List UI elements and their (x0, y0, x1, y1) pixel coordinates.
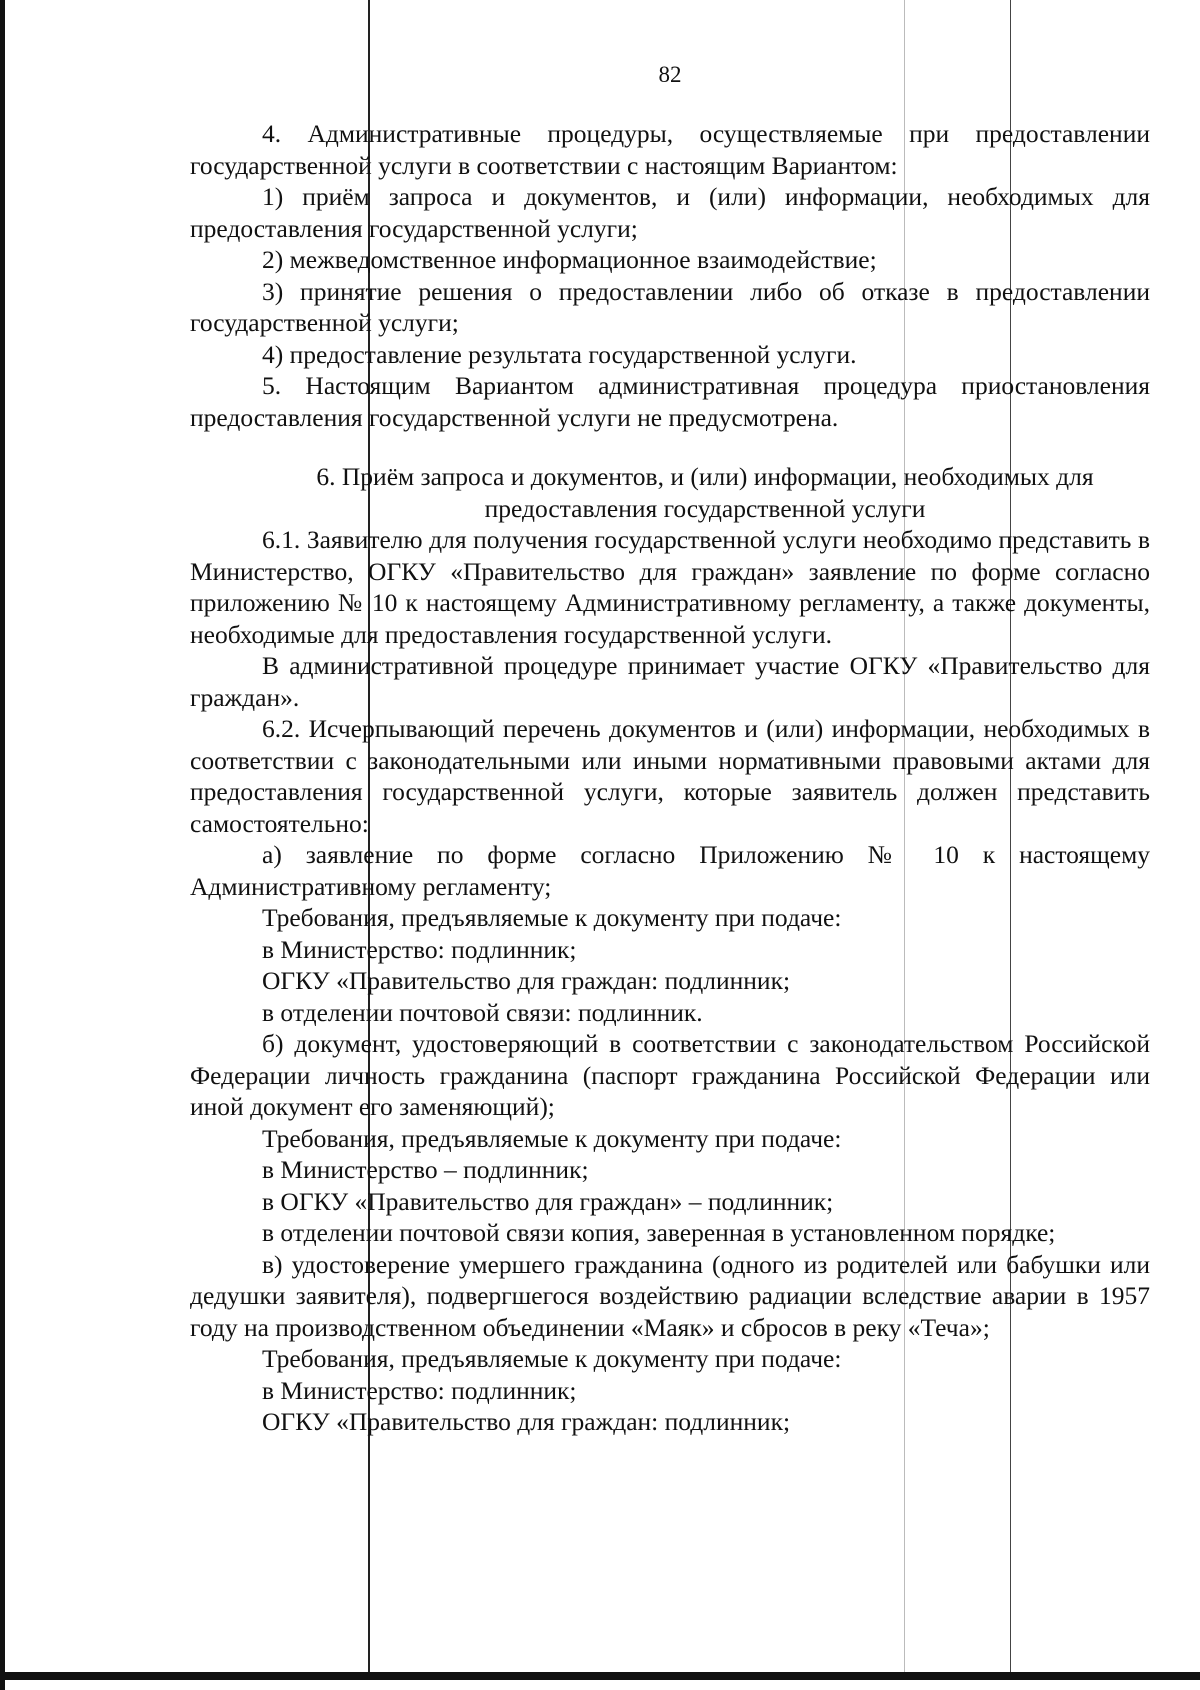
paragraph: в Министерство: подлинник; (262, 934, 577, 964)
page-number: 82 (658, 62, 682, 87)
paragraph: Требования, предъявляемые к документу при подаче: (262, 1344, 842, 1373)
scan-bottom-edge (0, 1672, 1200, 1680)
paragraph: 4) предоставление результата государственной услуги. (262, 339, 857, 369)
paragraph: в) удостоверение умершего гражданина (одного из родителей или бабушки или дедушки заявителя), подвергшегося воздействию радиации вследствие аварии в 1957 году на производственном объединении «Маяк» и сбросов в реку «Теча»; (190, 1249, 1150, 1342)
paragraph: 2) межведомственное информационное взаимодействие; (262, 245, 877, 274)
paragraph: а) заявление по форме согласно Приложению № 10 к настоящему Административному регламенту; (190, 840, 1150, 901)
paragraph: 4. Административные процедуры, осуществляемые при предоставлении государственной услуги в соответствии с настоящим Вариантом: (190, 119, 1150, 180)
section-heading-line: 6. Приём запроса и документов, и (или) информации, необходимых для (316, 462, 1094, 491)
paragraph: ОГКУ «Правительство для граждан: подлинник; (262, 966, 791, 995)
paragraph: 5. Настоящим Вариантом административная процедура приостановления предоставления государственной услуги не предусмотрена. (190, 371, 1150, 432)
section-heading (190, 461, 1150, 524)
paragraph: 6.1. Заявителю для получения государственной услуги необходимо представить в Министерство, ОГКУ «Правительство для граждан» заявление по форме согласно приложению № 10 к настоящему Административному регламенту, а также документы, необходимые для предоставления государственной услуги. (190, 525, 1150, 649)
scan-left-edge (0, 0, 5, 1690)
paragraph: в отделении почтовой связи копия, заверенная в установленном порядке; (262, 1218, 1056, 1247)
paragraph: в Министерство – подлинник; (262, 1155, 589, 1184)
paragraph: В административной процедуре принимает участие ОГКУ «Правительство для граждан». (190, 651, 1150, 712)
paragraph: б) документ, удостоверяющий в соответствии с законодательством Российской Федерации личность гражданина (паспорт гражданина Российской Федерации или иной документ его заменяющий); (190, 1029, 1150, 1121)
paragraph: ОГКУ «Правительство для граждан: подлинник; (262, 1407, 791, 1436)
paragraph: 3) принятие решения о предоставлении либо об отказе в предоставлении государственной услуги; (190, 276, 1150, 337)
paragraph: в ОГКУ «Правительство для граждан» – подлинник; (262, 1186, 834, 1216)
document-body (190, 118, 1150, 1438)
paragraph: 6.2. Исчерпывающий перечень документов и (или) информации, необходимых в соответствии с законодательными или иными нормативными правовыми актами для предоставления государственной услуги, которые заявитель должен представить самостоятельно: (190, 714, 1150, 838)
paragraph: 1) приём запроса и документов, и (или) информации, необходимых для предоставления государственной услуги; (190, 182, 1150, 243)
paragraph: Требования, предъявляемые к документу при подаче: (262, 1123, 842, 1153)
paragraph: в отделении почтовой связи: подлинник. (262, 997, 703, 1027)
section-heading-line: предоставления государственной услуги (484, 493, 926, 523)
paragraph: Требования, предъявляемые к документу при подаче: (262, 903, 842, 932)
paragraph: в Министерство: подлинник; (262, 1375, 577, 1405)
